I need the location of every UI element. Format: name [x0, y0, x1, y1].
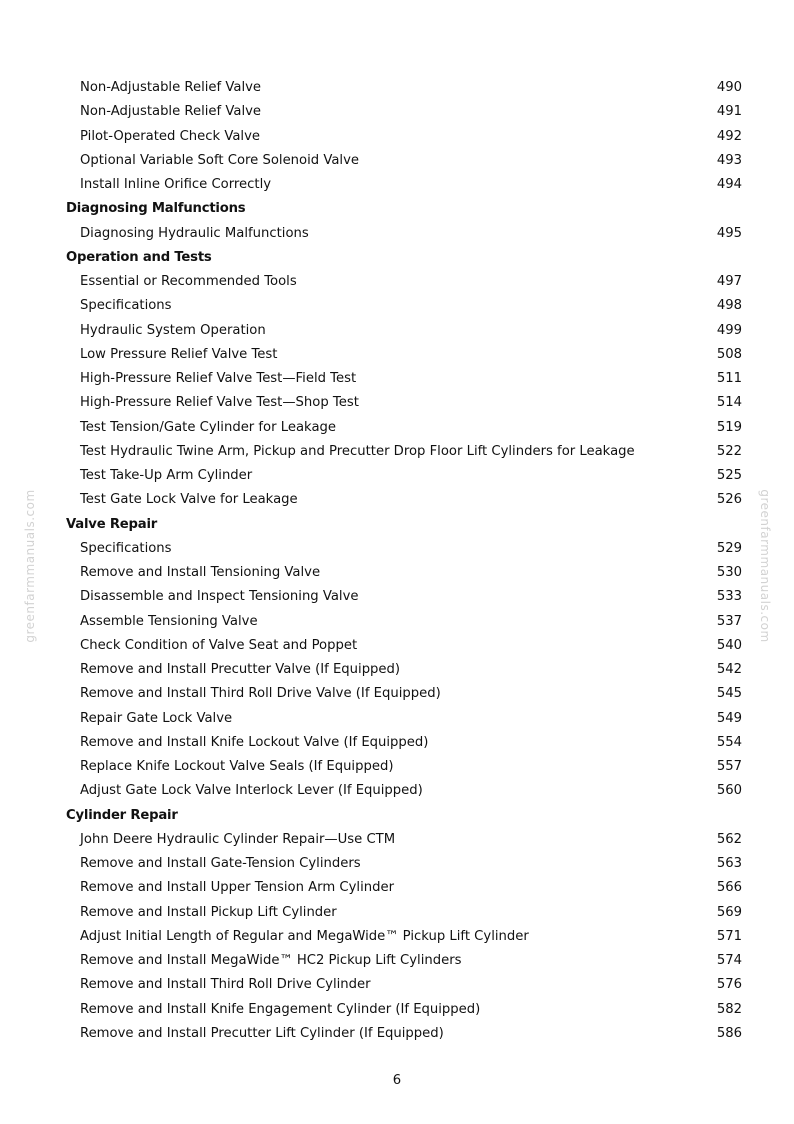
toc-entry[interactable] — [0, 876, 794, 900]
entry-title: Test Tension/Gate Cylinder for Leakage — [80, 419, 337, 435]
table-of-contents — [0, 76, 794, 1046]
entry-title: Remove and Install Third Roll Drive Cylinder — [80, 977, 371, 993]
toc-entry[interactable] — [0, 149, 794, 173]
entry-page-number: 495 — [716, 225, 742, 241]
toc-section-heading — [0, 804, 794, 828]
entry-title: Diagnosing Hydraulic Malfunctions — [80, 225, 309, 241]
entry-page-number: 569 — [716, 904, 742, 920]
entry-title: Install Inline Orifice Correctly — [80, 177, 272, 192]
toc-entry[interactable] — [0, 998, 794, 1022]
entry-title: Remove and Install Upper Tension Arm Cylinder — [80, 880, 395, 896]
entry-title: Non-Adjustable Relief Valve — [80, 80, 262, 95]
entry-title: Repair Gate Lock Valve — [80, 710, 233, 726]
entry-page-number: 560 — [716, 783, 742, 799]
entry-page-number: 557 — [716, 759, 742, 774]
entry-page-number: 526 — [716, 492, 742, 508]
entry-title: Remove and Install Gate-Tension Cylinders — [80, 856, 361, 871]
entry-title: Replace Knife Lockout Valve Seals (If Equipped) — [80, 759, 394, 774]
toc-entry[interactable] — [0, 779, 794, 803]
entry-page-number: 537 — [716, 613, 742, 629]
entry-title: Check Condition of Valve Seat and Poppet — [80, 637, 358, 653]
entry-page-number: 490 — [716, 80, 742, 95]
entry-page-number: 586 — [716, 1025, 742, 1041]
entry-title: Specifications — [80, 540, 172, 556]
entry-page-number: 525 — [716, 468, 742, 483]
toc-section-heading — [0, 246, 794, 270]
toc-entry[interactable] — [0, 270, 794, 294]
toc-entry[interactable] — [0, 464, 794, 488]
watermark-left: greenfarmmanuals.com — [23, 489, 37, 643]
toc-entry[interactable] — [0, 100, 794, 124]
entry-title: Specifications — [80, 298, 172, 314]
entry-page-number: 563 — [716, 856, 742, 871]
toc-entry[interactable] — [0, 367, 794, 391]
entry-page-number: 491 — [716, 104, 742, 120]
toc-entry[interactable] — [0, 634, 794, 658]
entry-page-number: 545 — [716, 686, 742, 702]
toc-entry[interactable] — [0, 125, 794, 149]
toc-entry[interactable] — [0, 973, 794, 997]
entry-page-number: 514 — [716, 395, 742, 411]
entry-page-number: 582 — [716, 1001, 742, 1017]
toc-entry[interactable] — [0, 828, 794, 852]
entry-title: Remove and Install Pickup Lift Cylinder — [80, 904, 337, 920]
entry-title: John Deere Hydraulic Cylinder Repair—Use CTM — [80, 831, 396, 847]
entry-page-number: 574 — [716, 953, 742, 968]
toc-section-heading — [0, 513, 794, 537]
entry-page-number: 522 — [716, 443, 742, 459]
toc-entry[interactable] — [0, 925, 794, 949]
toc-entry[interactable] — [0, 852, 794, 876]
entry-title: Low Pressure Relief Valve Test — [80, 346, 278, 362]
entry-page-number: 549 — [716, 710, 742, 726]
toc-entry[interactable] — [0, 76, 794, 100]
entry-page-number: 562 — [716, 831, 742, 847]
entry-page-number: 492 — [716, 128, 742, 144]
entry-title: Adjust Initial Length of Regular and MegaWide™ Pickup Lift Cylinder — [80, 928, 529, 944]
toc-entry[interactable] — [0, 173, 794, 197]
entry-title: Remove and Install Third Roll Drive Valve (If Equipped) — [80, 686, 441, 702]
entry-title: Non-Adjustable Relief Valve — [80, 104, 262, 120]
entry-title: Remove and Install Tensioning Valve — [80, 565, 321, 580]
toc-entry[interactable] — [0, 488, 794, 512]
toc-entry[interactable] — [0, 416, 794, 440]
entry-title: High-Pressure Relief Valve Test—Field Test — [80, 371, 357, 386]
entry-title: Test Hydraulic Twine Arm, Pickup and Precutter Drop Floor Lift Cylinders for Leakage — [80, 443, 635, 459]
entry-title: Remove and Install Precutter Lift Cylinder (If Equipped) — [80, 1025, 444, 1041]
section-title: Diagnosing Malfunctions — [66, 201, 246, 217]
section-title: Operation and Tests — [66, 249, 212, 265]
entry-title: Remove and Install Knife Engagement Cylinder (If Equipped) — [80, 1001, 481, 1017]
entry-page-number: 494 — [716, 177, 742, 192]
toc-entry[interactable] — [0, 658, 794, 682]
page-number: 6 — [392, 1073, 402, 1088]
toc-entry[interactable] — [0, 1022, 794, 1046]
toc-entry[interactable] — [0, 731, 794, 755]
entry-title: Optional Variable Soft Core Solenoid Valve — [80, 152, 359, 168]
entry-page-number: 497 — [716, 274, 742, 289]
entry-page-number: 533 — [716, 589, 742, 605]
entry-page-number: 499 — [716, 322, 742, 338]
toc-entry[interactable] — [0, 949, 794, 973]
entry-page-number: 571 — [716, 928, 742, 944]
toc-entry[interactable] — [0, 391, 794, 415]
toc-entry[interactable] — [0, 294, 794, 318]
entry-page-number: 566 — [716, 880, 742, 896]
toc-entry[interactable] — [0, 755, 794, 779]
entry-title: Test Take-Up Arm Cylinder — [80, 468, 253, 483]
entry-page-number: 554 — [716, 734, 742, 750]
entry-page-number: 542 — [716, 662, 742, 677]
entry-title: Pilot-Operated Check Valve — [80, 128, 260, 144]
section-title: Valve Repair — [66, 516, 158, 532]
toc-entry[interactable] — [0, 707, 794, 731]
section-title: Cylinder Repair — [66, 807, 178, 823]
entry-page-number: 493 — [716, 152, 742, 168]
entry-title: Adjust Gate Lock Valve Interlock Lever (If Equipped) — [80, 783, 423, 799]
entry-title: Disassemble and Inspect Tensioning Valve — [80, 589, 359, 605]
toc-entry[interactable] — [0, 561, 794, 585]
entry-page-number: 511 — [716, 371, 742, 386]
toc-entry[interactable] — [0, 610, 794, 634]
entry-page-number: 530 — [716, 565, 742, 580]
entry-page-number: 519 — [716, 419, 742, 435]
toc-entry[interactable] — [0, 440, 794, 464]
entry-title: Remove and Install MegaWide™ HC2 Pickup Lift Cylinders — [80, 953, 462, 968]
entry-title: Assemble Tensioning Valve — [80, 613, 258, 629]
toc-entry[interactable] — [0, 682, 794, 706]
watermark-right: greenfarmmanuals.com — [758, 489, 772, 643]
toc-entry[interactable] — [0, 343, 794, 367]
toc-entry[interactable] — [0, 901, 794, 925]
entry-title: Essential or Recommended Tools — [80, 274, 297, 289]
entry-page-number: 576 — [716, 977, 742, 993]
entry-page-number: 529 — [716, 540, 742, 556]
entry-title: Remove and Install Precutter Valve (If Equipped) — [80, 662, 401, 677]
toc-entry[interactable] — [0, 319, 794, 343]
entry-title: Remove and Install Knife Lockout Valve (If Equipped) — [80, 734, 429, 750]
entry-page-number: 508 — [716, 346, 742, 362]
entry-title: Test Gate Lock Valve for Leakage — [80, 492, 298, 508]
toc-entry[interactable] — [0, 222, 794, 246]
entry-title: High-Pressure Relief Valve Test—Shop Test — [80, 395, 359, 411]
toc-section-heading — [0, 197, 794, 221]
entry-page-number: 540 — [716, 637, 742, 653]
toc-entry[interactable] — [0, 585, 794, 609]
entry-page-number: 498 — [716, 298, 742, 314]
entry-title: Hydraulic System Operation — [80, 322, 266, 338]
toc-entry[interactable] — [0, 537, 794, 561]
